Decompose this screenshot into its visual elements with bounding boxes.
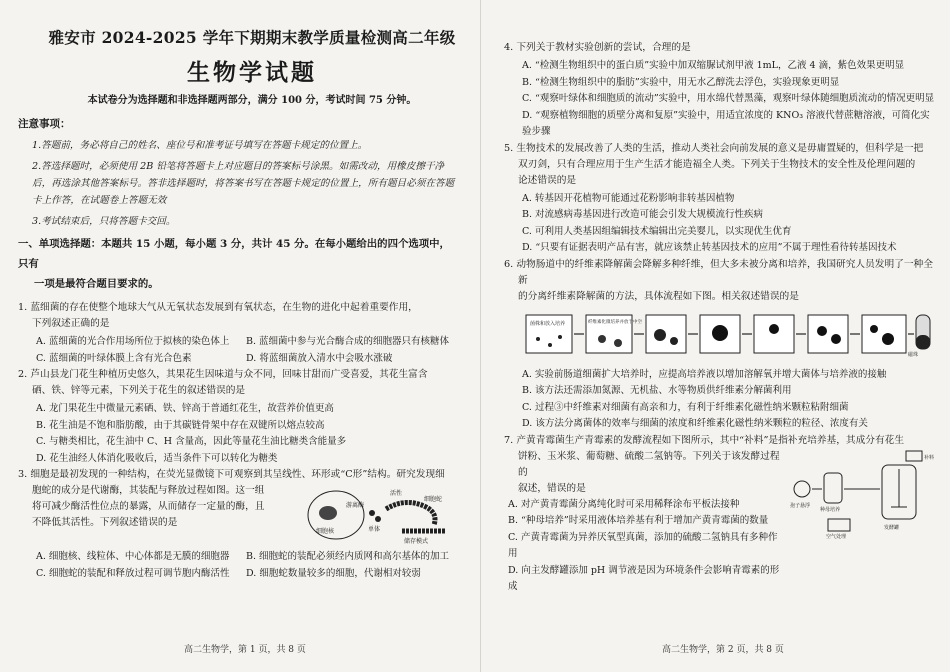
option-a: A. “检测生物组织中的蛋白质”实验中加双缩脲试剂甲液 1mL，乙液 4 滴，紫色效果更明显 [522,60,905,71]
question-2 [18,367,456,399]
label-free-enzyme: 游离酶 [346,502,365,509]
flow-box [808,315,848,353]
flow-dot [598,335,606,343]
option-c: C. “观察叶绿体和细胞质的流动”实验中，用水绵代替黑藻，观察叶绿体随细胞质流动的情况更明显 [522,93,935,104]
option-c: C. 过程③中纤维素对细菌有高亲和力，有利于纤维素化磁性纳米颗粒粘附细菌 [522,401,849,413]
option-row [18,334,456,351]
notice-item: 1.答题前，务必将自己的姓名、座位号和准考证号填写在答题卡规定的位置上。 [32,140,368,151]
label-activity: 活性 [390,490,403,497]
fermentation-flow-figure [788,449,936,539]
question-stem: 硒、铁、锌等元素，下列关于花生的叙述错误的是 [32,385,246,396]
option-c: C. 蓝细菌的叶绿体膜上含有光合色素 [36,352,192,364]
option-a: A. 蓝细菌的光合作用场所位于拟核的染色体上 [36,336,230,347]
spore-dish [794,481,810,497]
section-heading-line: 一项是最符合题目要求的。 [34,278,159,290]
flow-dot [831,334,841,344]
question-stem: 不降低其活性。下列叙述错误的是 [32,517,178,528]
flow-label-2: 纤维素化微培养并放于中空 [588,319,642,325]
notice-item: 2.答选择题时，必须使用 2B 铅笔将答题卡上对应题目的答案标号涂黑。如需改动，用橡皮擦干净后，再选涂其他答案标号。答非选择题时，将答案书写在答题卡规定的位置上，所有题目必须在答题卡上作答，在试题卷上答题无效 [32,161,455,206]
question-stem: 4. 下列关于教材实验创新的尝试，合理的是 [504,42,691,53]
option-b: B. “种母培养”时采用液体培养基有利于增加产黄青霉菌的数量 [508,515,769,526]
label-nucleus: 细胞核 [316,528,335,535]
option-d: D. “观察植物细胞的质壁分离和复原”实验中，用适宜浓度的 KNO₃ 溶液代替蔗糖溶液，可简化实验步骤 [522,109,930,137]
question-stem: 饼粉、玉米浆、葡萄糖、硫酸二氢钠等。下列关于该发酵过程的 [518,450,780,478]
monomer-dot [369,510,375,516]
question-stem: 6. 动物肠道中的纤维素降解菌会降解多种纤维，但大多未被分离和培养，我国研究人员发明了一种全新 [504,258,933,286]
option-row [18,566,456,583]
option-row [18,549,456,566]
notice-item: 3.考试结束后，只将答题卡交回。 [32,216,176,227]
question-stem: 的分离纤维素降解菌的方法，具体流程如下图。相关叙述错误的是 [518,290,799,302]
question-4 [504,40,936,56]
cell-snake-shape [386,502,435,525]
flow-dot [548,343,552,347]
option-b: B. 蓝细菌中参与光合酶合成的细胞器只有核糖体 [246,336,450,347]
question-3-body [18,483,456,547]
option-d: D. 向主发酵罐添加 pH 调节液是因为环境条件会影响青霉素的形成 [508,564,780,592]
flow-dot [536,337,540,341]
label-air: 空气处理 [826,533,847,539]
question-stem: 3. 细胞是最初发现的一种结构，在荧光显微镜下可观察到其呈线性、环形或“C形”结构。研究发现细 [18,469,445,480]
flow-dot [614,339,622,347]
label-store: 储存模式 [404,538,429,545]
flow-box [862,315,906,353]
nucleus-shape [319,506,337,520]
stirrer [891,469,907,507]
option-d: D. 花生油经人体消化吸收后，适当条件下可以转化为糖类 [36,452,278,464]
option-c: C. 产黄青霉菌为异养厌氧型真菌，添加的硫酸二氢钠具有多种作用 [508,531,778,559]
flow-box [646,315,686,353]
option-d: D. 细胞蛇数量较多的细胞，代谢相对较弱 [246,567,421,579]
question-6 [504,257,936,305]
option-a: A. 实验前肠道细菌扩大培养时，应提高培养液以增加溶解氧并增大菌体与培养液的接触 [522,368,887,380]
label-spores: 孢子悬浮 [790,502,811,509]
question-stem: 论述错误的是 [518,174,577,186]
option-c: C. 可利用人类基因组编辑技术编辑出完美婴儿，以实现优生优育 [522,225,792,237]
flow-label-bead: 磁珠 [908,351,919,357]
question-1 [18,300,456,332]
question-stem: 2. 芦山县龙门花生种植历史悠久，其果花生因味道与众不同，回味甘甜而广受喜爱，其花生富含 [18,369,428,380]
question-stem: 1. 蓝细菌的存在使整个地球大气从无氧状态发展到有氧状态，在生物的进化中起着重要作用， [18,302,418,313]
section-heading-line: 一、单项选择题：本题共 15 小题，每小题 3 分，共计 45 分。在每小题给出的四个选项中，只有 [18,238,450,270]
question-stem: 双刃剑，只有合理应用于生产生活才能造福全人类。下列关于生物技术的安全性及伦理问题的 [518,158,916,170]
label-cell-snake: 细胞蛇 [424,496,443,503]
option-b: B. 细胞蛇的装配必须经内质网和高尔基体的加工 [246,551,450,562]
option-c: C. 细胞蛇的装配和释放过程可调节胞内酶活性 [36,567,230,579]
monomer-dot [375,516,381,522]
option-b: B. 花生油是不饱和脂肪酸，由于其碳链骨架中存在双键所以熔点较高 [36,419,325,431]
page-right [484,0,950,672]
question-3-text [18,483,302,547]
notice-heading: 注意事项： [18,118,71,130]
question-stem: 叙述，错误的是 [518,482,586,494]
question-stem: 将可减少酶活性位点的暴露，从而储存一定量的酶，且 [32,501,265,512]
flow-dot [882,333,894,345]
label-ferment: 发酵罐 [884,524,900,531]
option-a: A. 龙门果花生中微量元素硒、铁、锌高于普通红花生，故营养价值更高 [36,403,334,414]
flow-dot [558,335,562,339]
page-footer-right: 高二生物学，第 2 页，共 8 页 [662,645,784,655]
flow-dot [654,329,666,341]
question-3 [18,467,456,547]
cell-snake-figure [306,483,456,547]
question-7 [504,433,936,596]
question-5 [504,141,936,189]
option-b: B. “检测生物组织中的脂肪”实验中，用无水乙醇洗去浮色，实验现象更明显 [522,76,840,88]
flow-dot [769,324,779,334]
option-a: A. 对产黄青霉菌分离纯化时可采用稀释涂布平板法接种 [508,498,740,510]
flow-dot [670,337,678,345]
exam-title: 雅安市 2024-2025 学年下期期末教学质量检测高二年级 [48,28,456,47]
option-d: D. 将蓝细菌放入清水中会吸水涨破 [246,352,393,364]
question-7-body [504,449,936,596]
option-a: A. 转基因开花植物可能通过花粉影响非转基因植物 [522,192,735,204]
flow-dot [870,325,878,333]
question-stem: 胞蛇的成分是代谢酶，其装配与释放过程如图。这一组 [32,485,265,496]
option-b: B. 该方法还需添加氮源、无机盐、水等物质供纤维素分解菌利用 [522,385,792,396]
flow-label-1: 菌株和放入培养 [530,320,566,327]
label-monomer: 单体 [368,526,381,533]
air-unit [828,519,850,531]
seed-tank [824,473,842,503]
option-row [18,351,456,368]
flow-dot [712,325,728,341]
feed-tank [906,451,922,461]
option-d: D. “只要有证据表明产品有害，就应该禁止转基因技术的应用”不属于理性看待转基因技术 [522,242,897,253]
subject-title: 生物学试题 [187,59,317,86]
separation-flow-figure [524,311,934,357]
question-stem: 7. 产黄青霉菌生产青霉素的发酵流程如下图所示，其中“补料”是指补充培养基，其成分有花生 [504,434,905,446]
question-stem: 5. 生物技术的发展改善了人类的生活，推动人类社会向前发展的意义是毋庸置疑的，但科学是一把 [504,142,924,154]
label-feed: 补料 [924,454,935,461]
option-b: B. 对流感病毒基因进行改造可能会引发大规模流行性疾病 [522,209,764,220]
label-seed: 种母培养 [820,506,841,513]
tube-fill [916,335,930,349]
page-footer-left: 高二生物学，第 1 页，共 8 页 [184,645,306,655]
option-c: C. 与糖类相比，花生油中 C、H 含量高，因此等量花生油比糖类含能量多 [36,436,347,447]
option-a: A. 细胞核、线粒体、中心体都是无膜的细胞器 [36,551,230,562]
question-stem: 下列叙述正确的是 [32,318,110,329]
question-7-text [504,449,784,596]
option-d: D. 该方法分离菌体的效率与细菌的浓度和纤维素化磁性纳米颗粒的粒径、浓度有关 [522,418,868,429]
section-heading [18,234,456,294]
exam-intro: 本试卷分为选择题和非选择题两部分，满分 100 分，考试时间 75 分钟。 [87,95,417,106]
page-divider [480,0,481,672]
flow-dot [817,326,827,336]
